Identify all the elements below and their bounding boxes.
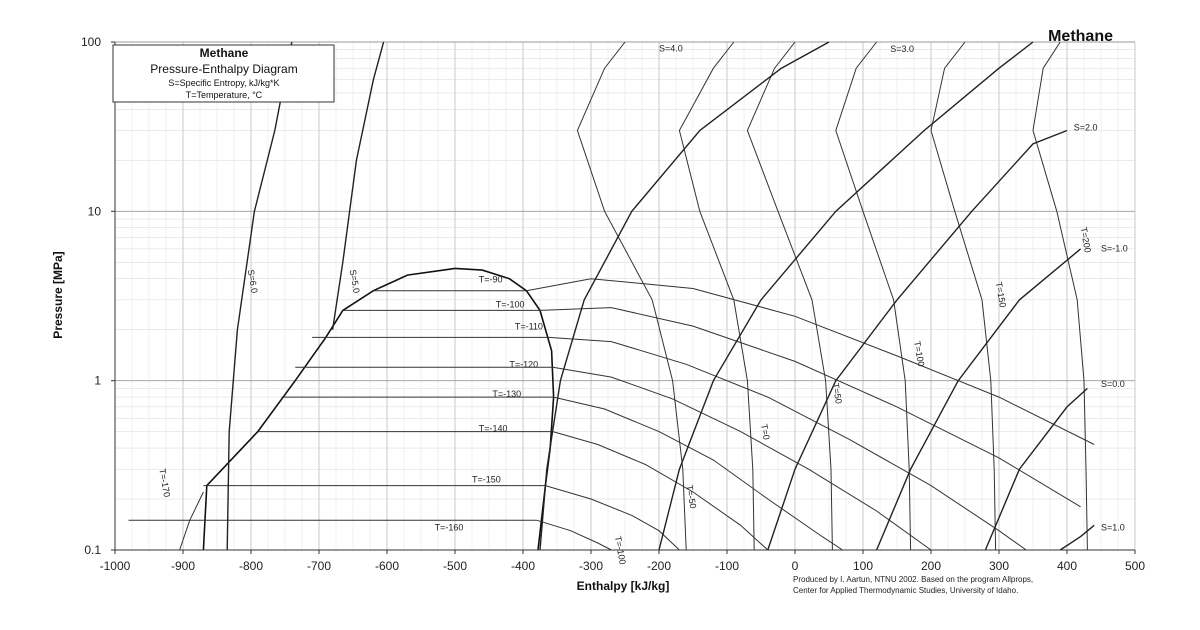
line-label-t--130: T=-130: [492, 389, 522, 400]
credit-line-2: Center for Applied Thermodynamic Studies, University of Idaho.: [793, 586, 1019, 595]
line-label-t-50: T=50: [830, 382, 844, 405]
x-tick-label: -900: [170, 559, 196, 573]
series-t--50: [577, 42, 686, 550]
line-label-s-3p0: S=3.0: [890, 44, 914, 55]
x-tick-label: 400: [1056, 559, 1078, 573]
x-tick-label: -700: [306, 559, 332, 573]
x-axis-label: Enthalpy [kJ/kg]: [576, 579, 670, 593]
legend-title: Methane: [199, 46, 249, 60]
line-label-t--160: T=-160: [434, 522, 464, 533]
grid: [115, 42, 1135, 550]
series-t--130: [282, 397, 843, 550]
x-tick-label: 200: [920, 559, 942, 573]
legend-line-entropy: S=Specific Entropy, kJ/kg*K: [168, 78, 280, 88]
x-tick-label: -800: [238, 559, 264, 573]
line-label-s--1p0: S=-1.0: [1101, 243, 1128, 254]
line-label-t-0: T=0: [758, 423, 772, 441]
legend-line-temperature: T=Temperature, °C: [185, 90, 263, 100]
series-t--90: [373, 279, 1094, 445]
y-tick-label: 0.1: [84, 543, 101, 557]
legend-box: [113, 45, 334, 102]
line-label-s-6p0: S=6.0: [245, 268, 260, 294]
y-tick-label: 1: [94, 373, 101, 388]
line-label-s-4p0: S=4.0: [659, 43, 683, 54]
x-tick-label: 0: [791, 559, 799, 573]
line-label-s-5p0: S=5.0: [347, 268, 362, 294]
y-tick-label: 10: [87, 204, 101, 219]
series-t-150: [931, 42, 996, 550]
credit-line-1: Produced by I. Aartun, NTNU 2002. Based on the program Allprops,: [793, 575, 1034, 584]
x-tick-label: -500: [442, 559, 468, 573]
line-label-t--170: T=-170: [157, 467, 173, 498]
x-tick-label: 500: [1124, 559, 1146, 573]
x-tick-label: -100: [714, 559, 740, 573]
series-s-6p0: [227, 42, 292, 550]
line-label-t--140: T=-140: [478, 423, 508, 434]
x-tick-label: -300: [578, 559, 604, 573]
chart-title: Methane: [1048, 28, 1113, 45]
legend-subtitle: Pressure-Enthalpy Diagram: [150, 62, 298, 76]
line-label-t--150: T=-150: [472, 474, 501, 485]
series-s-1p0: [1060, 525, 1094, 550]
line-label-t-100: T=100: [911, 340, 927, 368]
line-label-t--50: T=-50: [684, 484, 699, 510]
x-tick-label: -1000: [99, 559, 131, 573]
series-s-4p0: [540, 42, 829, 550]
line-label-s-1p0: S=1.0: [1101, 522, 1125, 533]
line-label-s-0p0: S=0.0: [1101, 378, 1125, 389]
x-tick-label: 100: [852, 559, 874, 573]
y-tick-label: 100: [80, 35, 101, 49]
x-tick-label: -200: [646, 559, 672, 573]
line-label-t--90: T=-90: [478, 274, 503, 285]
series-t--110: [312, 337, 1026, 550]
line-label-t-150: T=150: [993, 281, 1008, 309]
series-t-200: [1033, 42, 1087, 550]
line-label-s-2p0: S=2.0: [1073, 122, 1098, 133]
series-layer: [129, 42, 1095, 550]
x-tick-label: -400: [510, 559, 536, 573]
line-label-t--100: T=-100: [612, 535, 628, 566]
x-tick-label: -600: [374, 559, 400, 573]
line-label-t--120: T=-120: [509, 359, 539, 370]
x-tick-label: 300: [988, 559, 1010, 573]
series-t-50: [747, 42, 832, 550]
line-label-t--100: T=-100: [495, 299, 525, 310]
y-axis-label: Pressure [MPa]: [51, 251, 65, 339]
line-label-t-200: T=200: [1078, 226, 1093, 254]
line-label-t--110: T=-110: [514, 321, 543, 332]
